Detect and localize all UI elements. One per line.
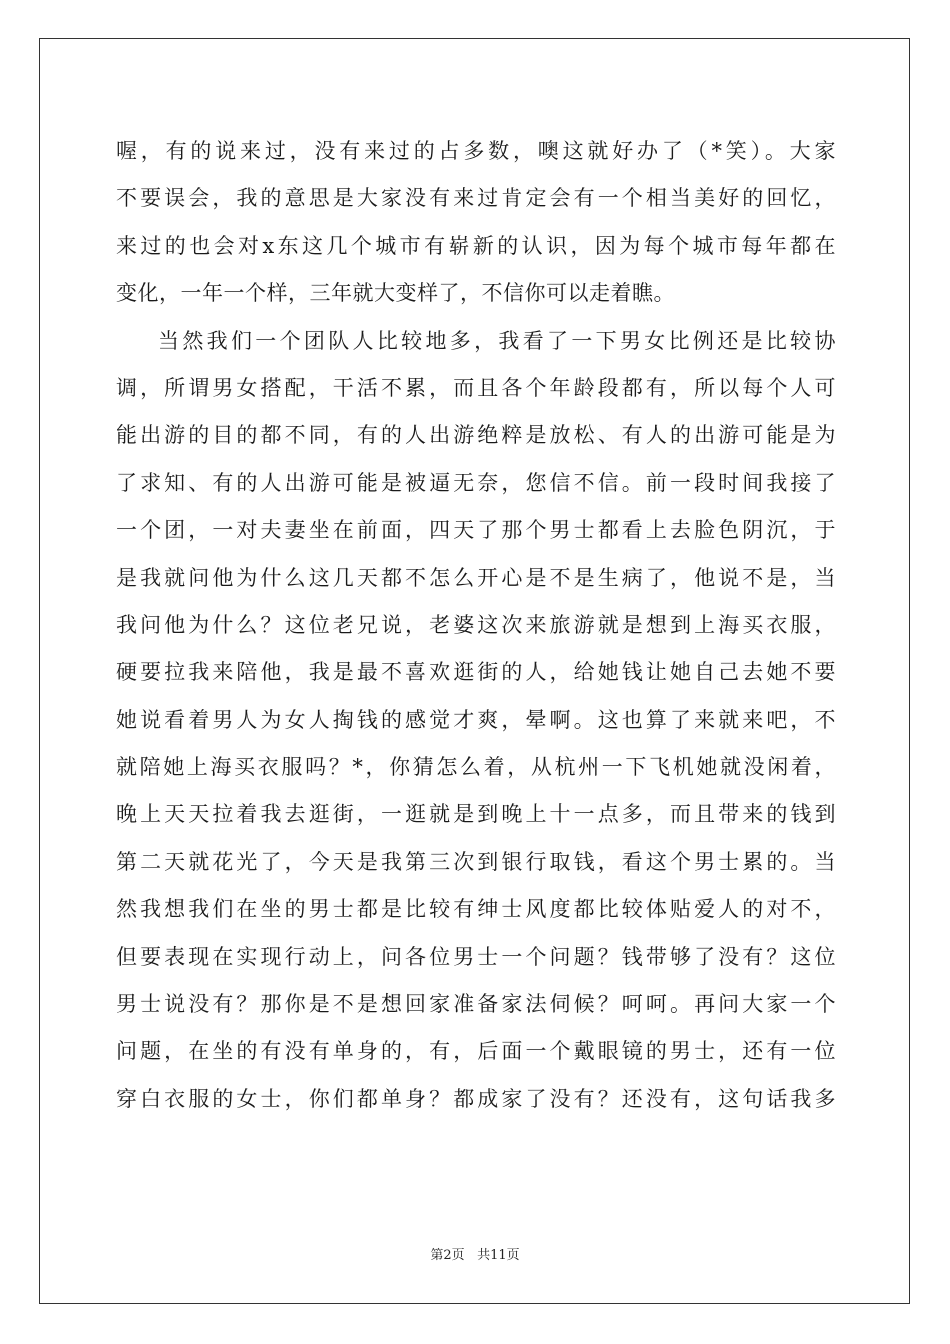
page-number: 第2页 (430, 1248, 465, 1263)
text-line: 我问他为什么？这位老兄说，老婆这次来旅游就是想到上海买衣服， (116, 612, 836, 637)
text-line: 不要误会，我的意思是大家没有来过肯定会有一个相当美好的回忆， (116, 186, 836, 211)
text-line: 晚上天天拉着我去逛街，一逛就是到晚上十一点多，而且带来的钱到 (116, 802, 836, 827)
text-line: 调，所谓男女搭配，干活不累，而且各个年龄段都有，所以每个人可 (116, 375, 836, 400)
text-line: 就陪她上海买衣服吗？*，你猜怎么着，从杭州一下飞机她就没闲着， (116, 755, 836, 780)
text-line: 是我就问他为什么这几天都不怎么开心是不是生病了，他说不是，当 (116, 565, 836, 590)
text-line: 喔，有的说来过，没有来过的占多数，噢这就好办了（*笑）。大家 (116, 139, 836, 163)
page-footer (0, 1244, 950, 1263)
paragraph-start-line: 当然我们一个团队人比较地多，我看了一下男女比例还是比较协 (158, 328, 836, 353)
text-line: 了求知、有的人出游可能是被逼无奈，您信不信。前一段时间我接了 (116, 470, 836, 495)
text-line: 问题，在坐的有没有单身的，有，后面一个戴眼镜的男士，还有一位 (116, 1039, 836, 1064)
text-line: 但要表现在实现行动上，问各位男士一个问题？钱带够了没有？这位 (116, 944, 836, 969)
text-line: 变化，一年一个样，三年就大变样了，不信你可以走着瞧。 (116, 281, 675, 306)
text-line: 然我想我们在坐的男士都是比较有绅士风度都比较体贴爱人的对不， (116, 897, 836, 922)
text-line: 穿白衣服的女士，你们都单身？都成家了没有？还没有，这句话我多 (116, 1086, 836, 1111)
text-line: 第二天就花光了，今天是我第三次到银行取钱，看这个男士累的。当 (116, 849, 836, 874)
page-total: 共11页 (477, 1248, 520, 1263)
text-line: 来过的也会对x东这几个城市有崭新的认识，因为每个城市每年都在 (116, 233, 836, 258)
text-line: 能出游的目的都不同，有的人出游绝粹是放松、有人的出游可能是为 (116, 423, 836, 448)
text-line: 男士说没有？那你是不是想回家准备家法伺候？呵呵。再问大家一个 (116, 992, 836, 1017)
text-line: 她说看着男人为女人掏钱的感觉才爽，晕啊。这也算了来就来吧，不 (116, 707, 836, 732)
text-line: 一个团，一对夫妻坐在前面，四天了那个男士都看上去脸色阴沉，于 (116, 518, 836, 543)
document-body (116, 128, 836, 1123)
text-line: 硬要拉我来陪他，我是最不喜欢逛街的人，给她钱让她自己去她不要 (116, 660, 836, 685)
